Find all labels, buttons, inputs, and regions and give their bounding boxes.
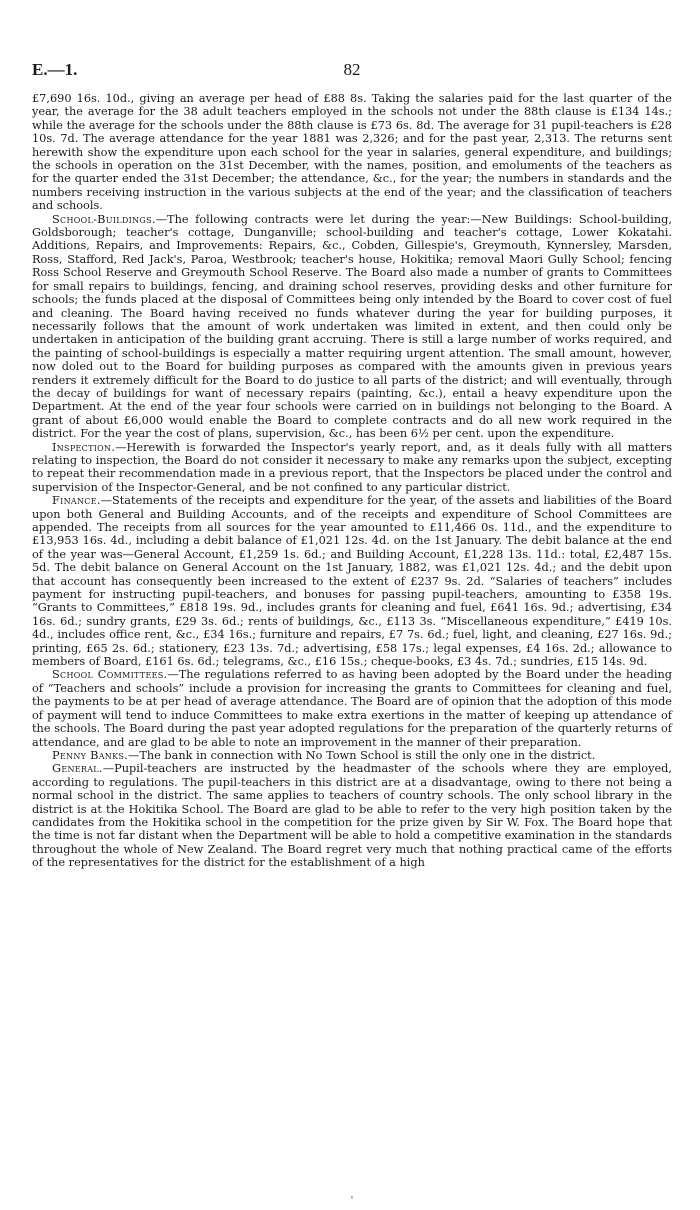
paragraph-school-buildings (32, 213, 672, 441)
paragraph-school-committees (32, 668, 672, 748)
paragraph-text: —Pupil-teachers are instructed by the headmaster of the schools where they are employed, according to regulations. The pupil-teachers in this district are at a disadvantage, owing to there not being a normal school in the district. The same applies to teachers of country schools. The only school library in the district is at the Hokitika School. The Board are glad to be able to refer to the very high position taken by the candidates from the Hokitika school in the competition for the prize given by Sir W. Fox. The Board hope that the time is not far distant when the Department will be able to hold a competitive examination in the standards throughout the whole of New Zealand. The Board regret very much that nothing practical came of the efforts of the representatives for the district for the establishment of a high (32, 762, 672, 870)
page-number: 82 (343, 60, 361, 79)
footer-mark: ' (350, 1196, 354, 1206)
paragraph-finance (32, 494, 672, 668)
paragraph-penny-banks (32, 749, 672, 762)
page-header (32, 60, 672, 84)
paragraph-text: —The following contracts were let during the year:—New Buildings: School-building, Goldsborough; teacher's cottage, Dunganville; school-building and teacher's cottage, Lower Kokatahi. Additions, Repairs, and Improvements: Repairs, &c., Cobden, Gillespie's, Greymouth, Kynnersley, Marsden, Ross, Stafford, Red Jack's, Paroa, Westbrook; teacher's house, Hokitika; removal Maori Gully School; fencing Ross School Reserve and Greymouth School Reserve. The Board also made a number of grants to Committees for small repairs to buildings, fencing, and draining school reserves, providing desks and other furniture for schools; the funds placed at the disposal of Committees being only intended by the Board to cover cost of fuel and cleaning. The Board having received no funds whatever during the year for building purposes, it necessarily follows that the amount of work undertaken was limited in extent, and then could only be undertaken in anticipation of the building grant accruing. There is still a large number of works required, and the painting of school-buildings is especially a matter requiring urgent attention. The small amount, however, now doled out to the Board for building purposes as compared with the amounts given in previous years renders it extremely difficult for the Board to do justice to all parts of the district; and will eventually, through the decay of buildings for want of necessary repairs (painting, &c.), entail a heavy expenditure upon the Department. At the end of the year four schools were carried on in buildings not belonging to the Board. A grant of about £6,000 would enable the Board to complete contracts and do all new work required in the district. For the year the cost of plans, supervision, &c., has been 6½ per cent. upon the expenditure. (32, 212, 672, 441)
paragraph-text: —Statements of the receipts and expenditure for the year, of the assets and liabilities of the Board upon both General and Building Accounts, and of the receipts and expenditure of School Committees are appended. The receipts from all sources for the year amounted to £11,466 0s. 11d., and the expenditure to £13,953 16s. 4d., including a debit balance of £1,021 12s. 4d. on the 1st January. The debit balance at the end of the year was—General Account, £1,259 1s. 6d.; and Building Account, £1,228 13s. 11d.: total, £2,487 15s. 5d. The debit balance on General Account on the 1st January, 1882, was £1,021 12s. 4d.; and the debit upon that account has consequently been increased to the extent of £237 9s. 2d. “Salaries of teachers” includes payment for instructing pupil-teachers, and bonuses for passing pupil-teachers, amounting to £358 19s. “Grants to Committees,” £818 19s. 9d., includes grants for cleaning and fuel, £641 16s. 9d.; advertising, £34 16s. 6d.; sundry grants, £29 3s. 6d.; rents of buildings, &c., £113 3s. “Miscellaneous expenditure,” £419 10s. 4d., includes office rent, &c., £34 16s.; furniture and repairs, £7 7s. 6d.; fuel, light, and cleaning, £27 16s. 9d.; printing, £65 2s. 6d.; stationery, £23 13s. 7d.; advertising, £58 17s.; legal expenses, £4 16s. 2d.; allowance to members of Board, £161 6s. 6d.; telegrams, &c., £16 15s.; cheque-books, £3 4s. 7d.; sundries, £15 14s. 9d. (32, 494, 672, 669)
section-heading: School Committees. (52, 668, 168, 682)
paragraph-text: —The regulations referred to as having been adopted by the Board under the heading of “Teachers and schools” include a provision for increasing the grants to Committees for cleaning and fuel, the payments to be at per head of average attendance. The Board are of opinion that the adoption of this mode of payment will tend to induce Committees to make extra exertions in the matter of keeping up attendance of the schools. The Board during the past year adopted regulations for the preparation of the quarterly returns of attendance, and are glad to be able to note an improvement in the manner of their preparation. (32, 668, 672, 749)
section-heading: Inspection. (52, 440, 116, 454)
paragraph-text: —Herewith is forwarded the Inspector's yearly report, and, as it deals fully with all matters relating to inspection, the Board do not consider it necessary to make any remarks upon the subject, excepting to repeat their recommendation made in a previous report, that the Inspectors be placed under the control and supervision of the Inspector-General, and be not confined to any particular district. (32, 440, 672, 494)
paragraph-general (32, 762, 672, 869)
document-reference: E.—1. (32, 60, 78, 79)
document-page (32, 0, 672, 1210)
paragraph-salaries (32, 92, 672, 213)
section-heading: Finance. (52, 494, 101, 508)
paragraph-inspection (32, 441, 672, 495)
section-heading: General. (52, 762, 103, 776)
paragraph-text: £7,690 16s. 10d., giving an average per head of £88 8s. Taking the salaries paid for the last quarter of the year, the average for the 38 adult teachers employed in the schools not under the 88th clause is £134 14s.; while the average for the schools under the 88th clause is £73 6s. 8d. The average for 31 pupil-teachers is £28 10s. 7d. The average attendance for the year 1881 was 2,326; and for the past year, 2,313. The returns sent herewith show the expenditure upon each school for the year in salaries, general expenditure, and buildings; the schools in operation on the 31st December, with the names, position, and emoluments of the teachers as for the quarter ended the 31st December; the attendance, &c., for the year; the numbers in standards and the numbers receiving instruction in the various subjects at the end of the year; and the classification of teachers and schools. (32, 92, 672, 213)
section-heading: School-Buildings. (52, 212, 156, 226)
report-body (32, 92, 672, 870)
section-heading: Penny Banks. (52, 748, 129, 762)
paragraph-text: —The bank in connection with No Town School is still the only one in the district. (128, 748, 596, 762)
